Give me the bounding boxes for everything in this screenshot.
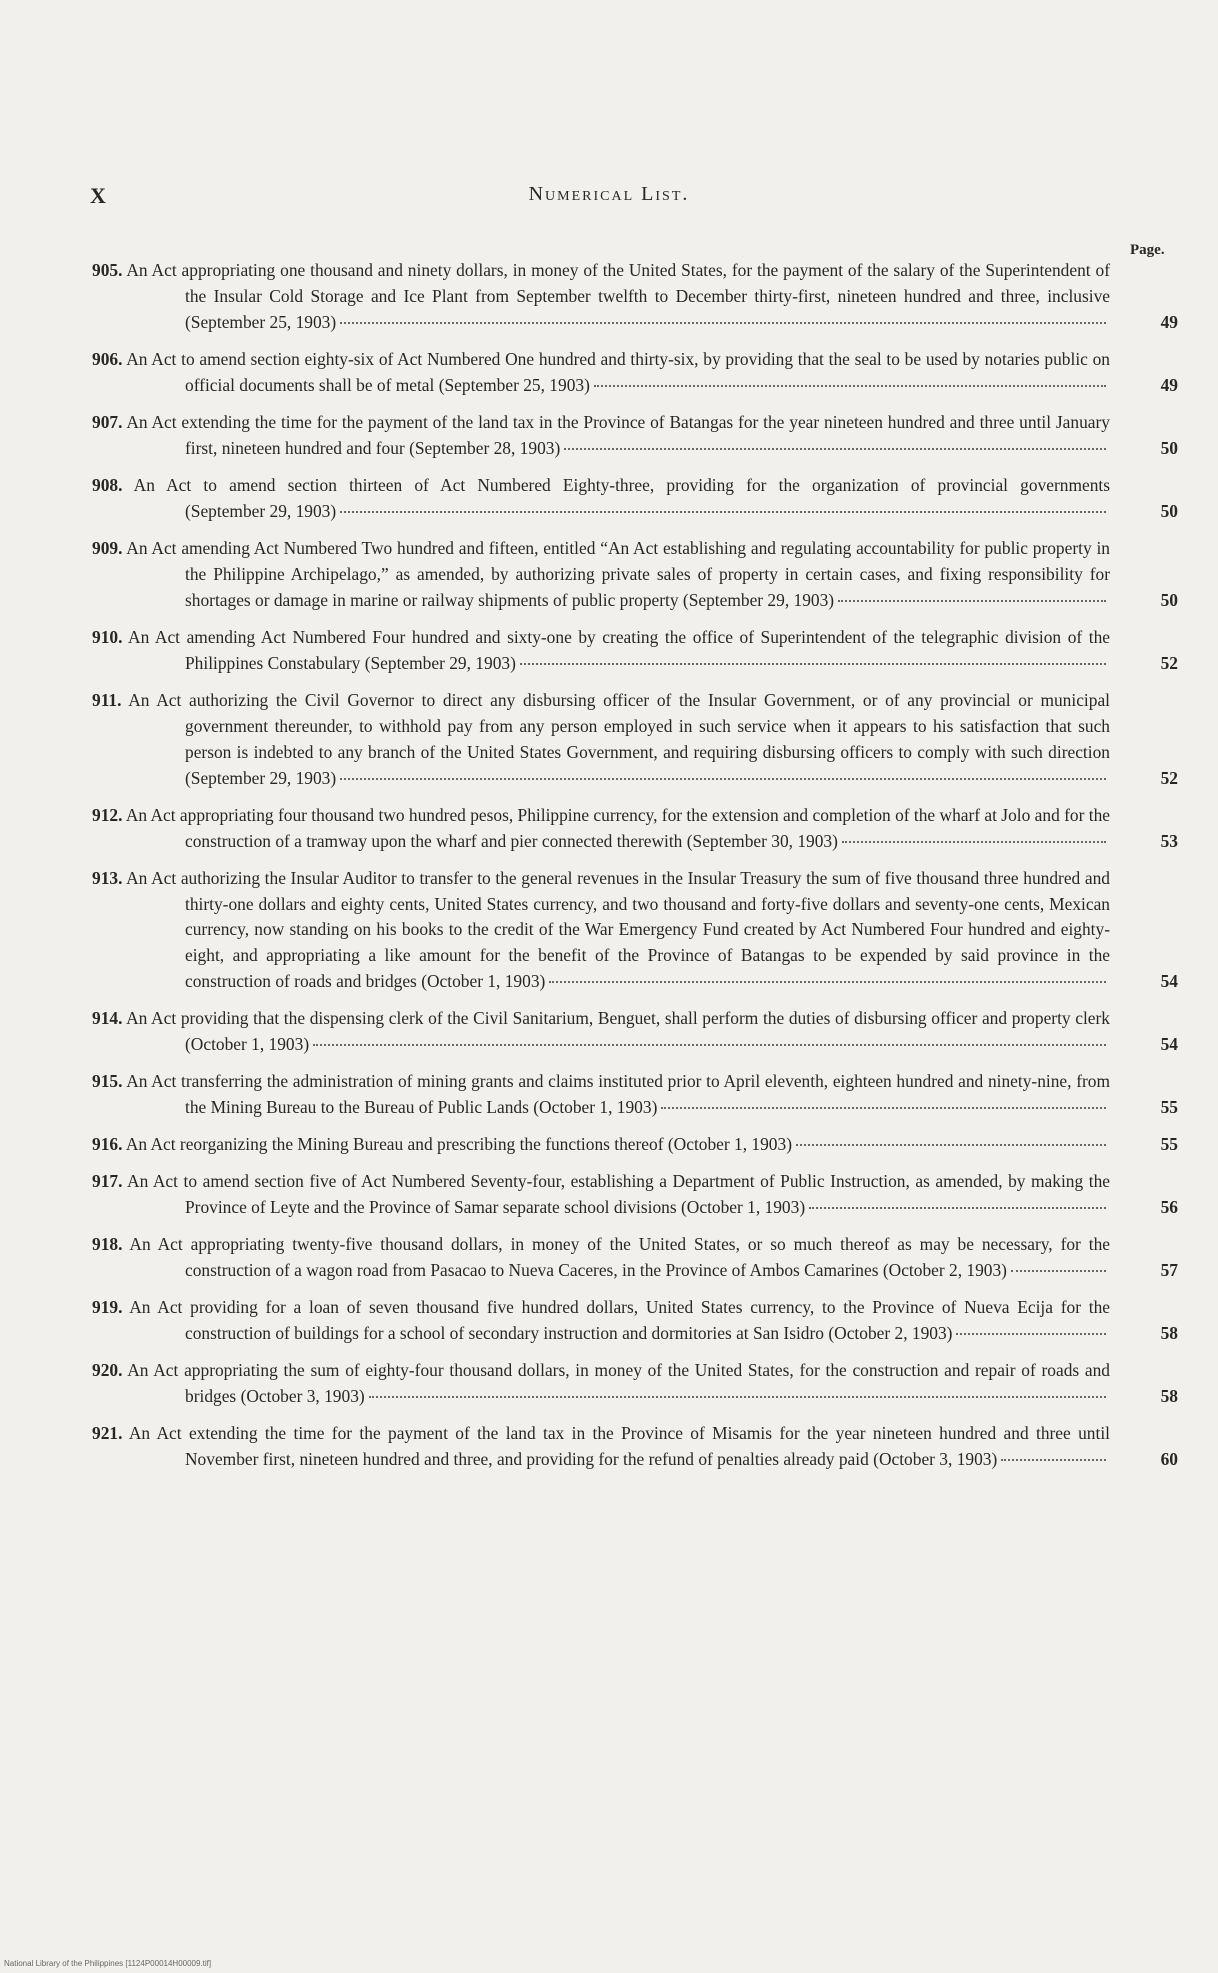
act-number: 914. [92, 1008, 123, 1029]
list-item [92, 803, 1178, 855]
dot-leader [956, 1333, 1106, 1335]
act-date: (September 29, 1903) [364, 652, 516, 673]
act-number: 910. [92, 626, 123, 647]
page-numeral: X [90, 183, 107, 208]
entry-text-block [92, 347, 1110, 399]
list-item [92, 1232, 1178, 1284]
page-reference: 49 [1160, 374, 1178, 395]
act-number: 912. [92, 804, 123, 825]
act-number: 921. [92, 1423, 123, 1444]
act-title: An Act to amend section eighty-six of Act Numbered One hundred and thirty-six, by providing that the seal to be used by notaries public on official documents shall be of metal [126, 348, 1111, 395]
act-title: An Act transferring the administration of mining grants and claims instituted prior to April eleventh, eighteen hundred and ninety-nine, from the Mining Bureau to the Bureau of Public Lands [126, 1071, 1110, 1118]
list-item [92, 688, 1178, 792]
page-reference: 52 [1160, 767, 1178, 788]
act-date: (October 1, 1903) [185, 1034, 310, 1055]
entry-text-block [92, 1169, 1110, 1221]
act-title: An Act amending Act Numbered Two hundred and fifteen, entitled “An Act establishing and regulating accountability for public property in the Philippine Archipelago,” as amended, by authorizing private sales of property in certain cases, and fixing responsibility for shortages or damage in marine or railway shipments of public property [126, 537, 1111, 610]
dot-leader [796, 1144, 1106, 1146]
page-reference: 49 [1160, 311, 1178, 332]
act-title: An Act extending the time for the payment of the land tax in the Province of Misamis for the year nineteen hundred and three until November first, nineteen hundred and three, and providing for the refund of penalties already paid [128, 1423, 1110, 1470]
entry-text-block [92, 410, 1110, 462]
page-reference: 50 [1160, 500, 1178, 521]
dot-leader [520, 663, 1106, 665]
page-reference: 60 [1160, 1449, 1178, 1470]
list-item [92, 1069, 1178, 1121]
act-date: (September 25, 1903) [185, 311, 337, 332]
act-date: (October 1, 1903) [681, 1197, 806, 1218]
dot-leader [842, 841, 1106, 843]
act-number: 916. [92, 1134, 123, 1155]
dot-leader [838, 600, 1106, 602]
act-date: (October 1, 1903) [421, 971, 546, 992]
dot-leader [809, 1207, 1106, 1209]
dot-leader [340, 511, 1106, 513]
source-footer: National Library of the Philippines [1124P00014H00009.tif] [4, 1959, 212, 1968]
entry-text-block [92, 803, 1110, 855]
page-reference: 58 [1160, 1386, 1178, 1407]
act-number: 919. [92, 1297, 123, 1318]
act-list [0, 258, 1218, 1484]
entry-text-block [92, 536, 1110, 614]
dot-leader [1011, 1270, 1106, 1272]
list-item [92, 536, 1178, 614]
page-reference: 50 [1160, 437, 1178, 458]
entry-text-block [92, 1421, 1110, 1473]
entry-text-block [92, 1358, 1110, 1410]
act-number: 908. [92, 474, 123, 495]
act-date: (October 2, 1903) [828, 1323, 953, 1344]
act-title: An Act providing that the dispensing clerk of the Civil Sanitarium, Benguet, shall perform the duties of disbursing officer and property clerk [126, 1008, 1111, 1029]
list-item [92, 1006, 1178, 1058]
entry-text-block [92, 258, 1110, 336]
act-title: An Act appropriating twenty-five thousand dollars, in money of the United States, or so much thereof as may be necessary, for the construction of a wagon road from Pasacao to Nueva Caceres, in the Province of Ambos Camarines [129, 1234, 1110, 1281]
page-reference: 53 [1160, 830, 1178, 851]
list-item [92, 473, 1178, 525]
dot-leader [549, 981, 1106, 983]
act-title: An Act appropriating the sum of eighty-four thousand dollars, in money of the United States, for the construction and repair of roads and bridges [127, 1360, 1110, 1407]
list-item [92, 1132, 1178, 1158]
list-item [92, 866, 1178, 996]
entry-text-block [92, 688, 1110, 792]
dot-leader [369, 1396, 1106, 1398]
entry-text-block [92, 1232, 1110, 1284]
act-number: 906. [92, 348, 123, 369]
act-date: (September 28, 1903) [409, 437, 561, 458]
page-reference: 50 [1160, 589, 1178, 610]
act-date: (September 29, 1903) [185, 767, 337, 788]
list-item [92, 625, 1178, 677]
act-number: 905. [92, 260, 123, 280]
act-number: 915. [92, 1071, 123, 1092]
act-number: 917. [92, 1171, 123, 1192]
dot-leader [594, 385, 1106, 387]
act-title: An Act reorganizing the Mining Bureau and prescribing the functions thereof [125, 1134, 664, 1155]
list-item [92, 347, 1178, 399]
page-reference: 55 [1160, 1097, 1178, 1118]
entry-text-block [92, 1006, 1110, 1058]
act-number: 911. [92, 689, 122, 710]
page-reference: 55 [1160, 1134, 1178, 1155]
list-item [92, 1295, 1178, 1347]
dot-leader [340, 778, 1106, 780]
page-column-label: Page. [1130, 242, 1165, 258]
act-date: (September 25, 1903) [438, 374, 590, 395]
list-item [92, 1169, 1178, 1221]
act-date: (September 29, 1903) [682, 589, 835, 610]
list-item [92, 1421, 1178, 1473]
act-date: (September 30, 1903) [686, 830, 838, 851]
page-reference: 54 [1160, 1034, 1178, 1055]
page-reference: 58 [1160, 1323, 1178, 1344]
act-number: 909. [92, 537, 123, 558]
entry-text-block [92, 1132, 1110, 1158]
act-title: An Act providing for a loan of seven thousand five hundred dollars, United States currency, to the Province of Nueva Ecija for the construction of buildings for a school of secondary instruction and dormitories at San Isidro [129, 1297, 1110, 1344]
dot-leader [661, 1107, 1106, 1109]
act-date: (September 29, 1903) [185, 500, 337, 521]
entry-text-block [92, 625, 1110, 677]
dot-leader [340, 322, 1106, 324]
act-number: 907. [92, 411, 123, 432]
act-date: (October 1, 1903) [533, 1097, 658, 1118]
dot-leader [564, 448, 1106, 450]
act-date: (October 2, 1903) [882, 1260, 1007, 1281]
act-title: An Act to amend section five of Act Numbered Seventy-four, establishing a Department of Public Instruction, as amended, by making the Province of Leyte and the Province of Samar separate school divisions [127, 1171, 1110, 1218]
page-title: Numerical List. [528, 183, 690, 205]
act-number: 920. [92, 1360, 123, 1381]
entry-text-block [92, 1069, 1110, 1121]
list-item [92, 258, 1178, 336]
act-title: An Act appropriating one thousand and ninety dollars, in money of the United States, for the payment of the salary of the Superintendent of the Insular Cold Storage and Ice Plant from September twelfth to December thirty-first, nineteen hundred and three, inclusive [126, 260, 1110, 306]
act-title: An Act appropriating four thousand two hundred pesos, Philippine currency, for the extension and completion of the wharf at Jolo and for the construction of a tramway upon the wharf and pier connected therewith [125, 804, 1110, 851]
act-title: An Act extending the time for the payment of the land tax in the Province of Batangas for the year nineteen hundred and three until January first, nineteen hundred and four [126, 411, 1110, 458]
page-reference: 54 [1160, 971, 1178, 992]
act-number: 918. [92, 1234, 123, 1255]
act-date: (October 1, 1903) [667, 1134, 792, 1155]
act-date: (October 3, 1903) [873, 1449, 998, 1470]
dot-leader [313, 1044, 1106, 1046]
entry-text-block [92, 1295, 1110, 1347]
page-reference: 57 [1160, 1260, 1178, 1281]
list-item [92, 1358, 1178, 1410]
list-item [92, 410, 1178, 462]
act-title: An Act amending Act Numbered Four hundred and sixty-one by creating the office of Superintendent of the telegraphic division of the Philippines Constabulary [128, 626, 1110, 673]
page-reference: 56 [1160, 1197, 1178, 1218]
entry-text-block [92, 866, 1110, 996]
dot-leader [1001, 1459, 1106, 1461]
act-date: (October 3, 1903) [240, 1386, 365, 1407]
act-title: An Act authorizing the Insular Auditor to transfer to the general revenues in the Insular Treasury the sum of five thousand three hundred and thirty-one dollars and eighty cents, United States currency, and two thousand and forty-five dollars and seventy-one cents, Mexican currency, now standing on his books to the credit of the War Emergency Fund created by Act Numbered Four hundred and eighty-eight, and appropriating a like amount for the benefit of the Province of Batangas to be expended by said province in the construction of roads and bridges [126, 867, 1110, 992]
act-title: An Act to amend section thirteen of Act Numbered Eighty-three, providing for the organization of provincial governments [133, 474, 1110, 495]
act-number: 913. [92, 867, 123, 888]
act-title: An Act authorizing the Civil Governor to direct any disbursing officer of the Insular Government, or of any provincial or municipal government thereunder, to withhold pay from any person employed in such service when it appears to his satisfaction that such person is indebted to any branch of the United States Government, and requiring disbursing officers to comply with such direction [128, 689, 1110, 762]
page-reference: 52 [1160, 652, 1178, 673]
entry-text-block [92, 473, 1110, 525]
